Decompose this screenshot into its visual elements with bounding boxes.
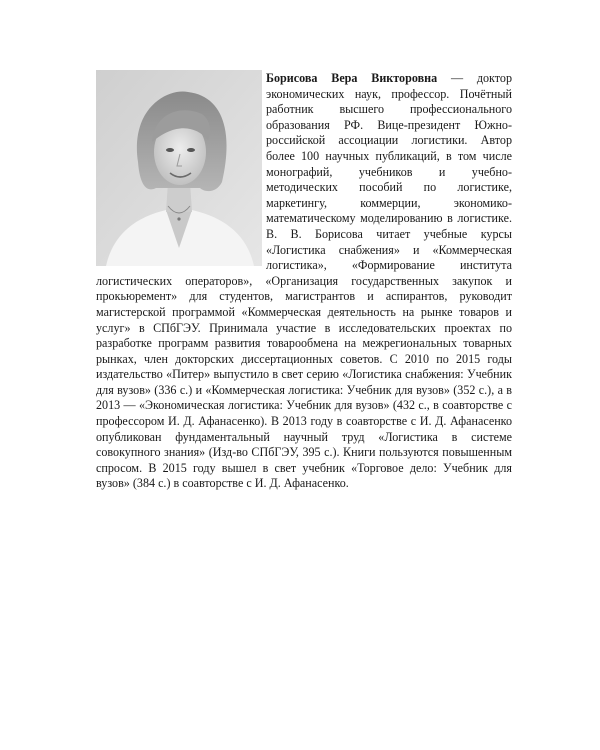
- author-name: Борисова Вера Викторовна: [266, 71, 438, 85]
- portrait-spacer: [96, 71, 266, 261]
- author-bio: [96, 71, 512, 492]
- author-bio-text: — доктор экономических наук, профессор. Почётный работник высшего профессионального образования РФ. Вице-президент Южно-российской ассоциации логистики. Автор более 100 научных публикаций, в том числе монографий, учебников и учебно-методических пособий по логистике, маркетингу, коммерции, экономико-математическому моделированию в логистике. В. В. Борисова читает учебные курсы «Логистика снабжения» и «Коммерческая логистика», «Формирование института логистических операторов», «Организация государственных закупок и прокьюремент» для студентов, магистрантов и аспирантов, руководит магистерской программой «Коммерческая деятельность на рынке товаров и услуг» в СПбГЭУ. Принимала участие в исследовательских проектах по разработке программ развития товарообмена на межрегиональных товарных рынках, член докторских диссертационных советов. С 2010 по 2015 годы издательство «Питер» выпустило в свет серию «Логистика снабжения: Учебник для вузов» (336 с.) и «Коммерческая логистика: Учебник для вузов» (352 с.), а в 2013 — «Экономическая логистика: Учебник для вузов» (432 с., в соавторстве с профессором И. Д. Афанасенко). В 2013 году в соавторстве с И. Д. Афанасенко опубликован фундаментальный научный труд «Логистика в системе совокупного знания» (Изд-во СПбГЭУ, 395 с.). Книги пользуются повышенным спросом. В 2015 году вышел в свет учебник «Торговое дело: Учебник для вузов» (384 с.) в соавторстве с И. Д. Афанасенко.: [96, 71, 512, 491]
